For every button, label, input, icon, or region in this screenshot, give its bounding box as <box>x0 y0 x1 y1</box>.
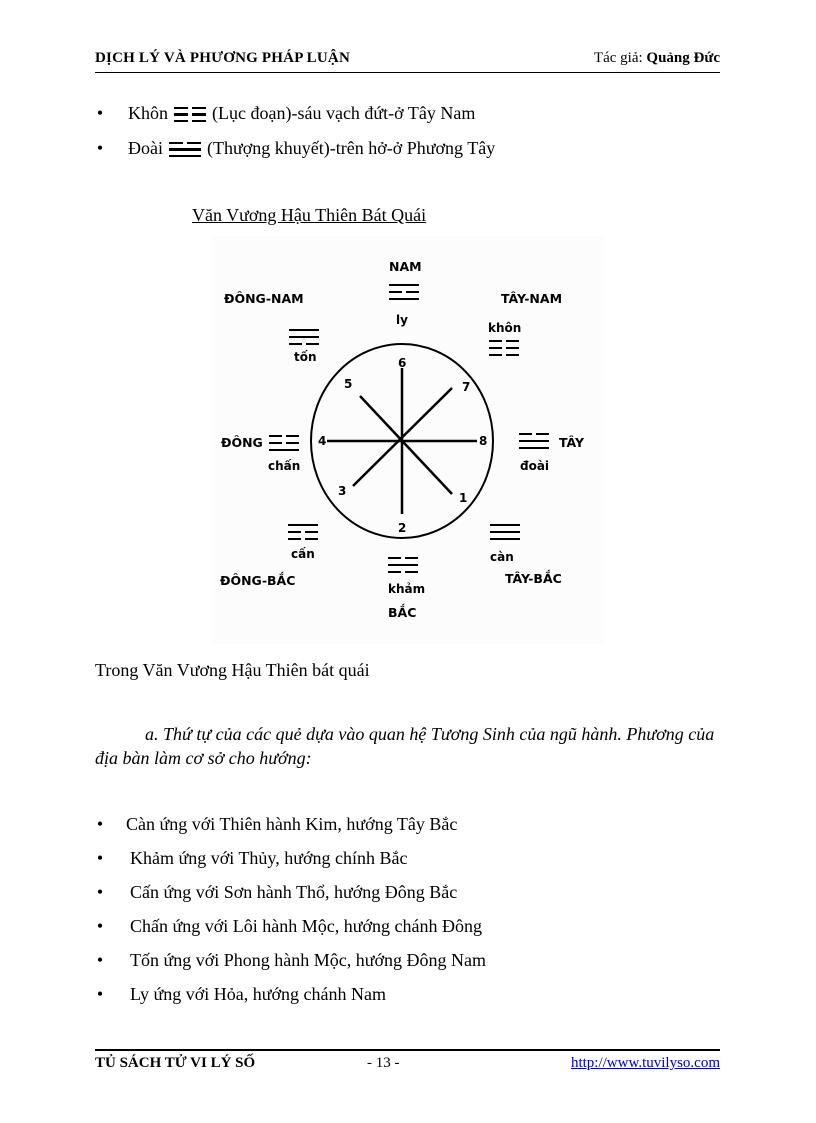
trigram-khan-icon <box>388 557 418 573</box>
header-title: DỊCH LÝ VÀ PHƯƠNG PHÁP LUẬN <box>95 50 350 66</box>
number-3: 3 <box>338 484 347 498</box>
page-footer <box>95 1049 720 1075</box>
trigram-name-khan: khảm <box>388 582 426 596</box>
bullet-dot: • <box>96 103 104 123</box>
page-number: - 13 - <box>367 1055 400 1071</box>
header-author: Tác giả: Quảng Đức <box>593 50 720 66</box>
number-2: 2 <box>398 521 407 535</box>
trigram-khon-icon <box>174 107 206 123</box>
number-5: 5 <box>344 377 353 391</box>
label-tay-bac: TÂY-BẮC <box>505 571 562 586</box>
trigram-chan-icon <box>269 435 299 451</box>
trigram-name-khon: khôn <box>488 321 522 335</box>
label-dong-nam: ĐÔNG-NAM <box>224 291 304 306</box>
number-7: 7 <box>462 380 471 394</box>
trigram-can-mountain-icon <box>288 524 318 540</box>
footer-link[interactable]: http://www.tuvilyso.com <box>570 1055 720 1071</box>
trigram-name-ton: tốn <box>294 350 317 364</box>
label-dong: ĐÔNG <box>221 435 263 450</box>
label-dong-bac: ĐÔNG-BẮC <box>220 573 296 588</box>
footer-series: TỦ SÁCH TỬ VI LÝ SỐ <box>95 1055 256 1071</box>
bagua-diagram <box>212 236 604 644</box>
trigram-name-ly: ly <box>396 313 408 327</box>
figure-title: Văn Vương Hậu Thiên Bát Quái <box>192 205 427 225</box>
number-1: 1 <box>459 491 468 505</box>
trigram-doai-icon <box>519 433 549 449</box>
trigram-name-doai: đoài <box>520 459 550 473</box>
number-6: 6 <box>398 356 407 370</box>
trigram-name-can-heaven: càn <box>490 550 514 564</box>
trigram-can-heaven-icon <box>490 524 520 540</box>
label-bac: BẮC <box>388 605 417 620</box>
trigram-name-chan: chấn <box>268 459 301 473</box>
label-tay-nam: TÂY-NAM <box>501 291 563 306</box>
trigram-name-can-mountain: cấn <box>291 547 315 561</box>
intro-text: Trong Văn Vương Hậu Thiên bát quái <box>95 660 370 680</box>
trigram-ly-icon <box>389 284 419 300</box>
point-a-text: a. Thứ tự của các quẻ dựa vào quan hệ Tương Sinh của ngũ hành. Phương của địa bàn làm cơ sở cho hướng: <box>95 724 715 768</box>
trigram-doai-icon <box>169 142 201 158</box>
label-nam: NAM <box>389 259 422 274</box>
number-4: 4 <box>318 434 327 448</box>
trigram-khon-icon <box>489 340 519 356</box>
number-8: 8 <box>479 434 488 448</box>
trigram-ton-icon <box>289 329 319 345</box>
bullet-dot: • <box>96 138 104 158</box>
page-header <box>95 48 720 73</box>
author-name: Quảng Đức <box>646 50 720 66</box>
label-tay: TÂY <box>559 435 585 450</box>
